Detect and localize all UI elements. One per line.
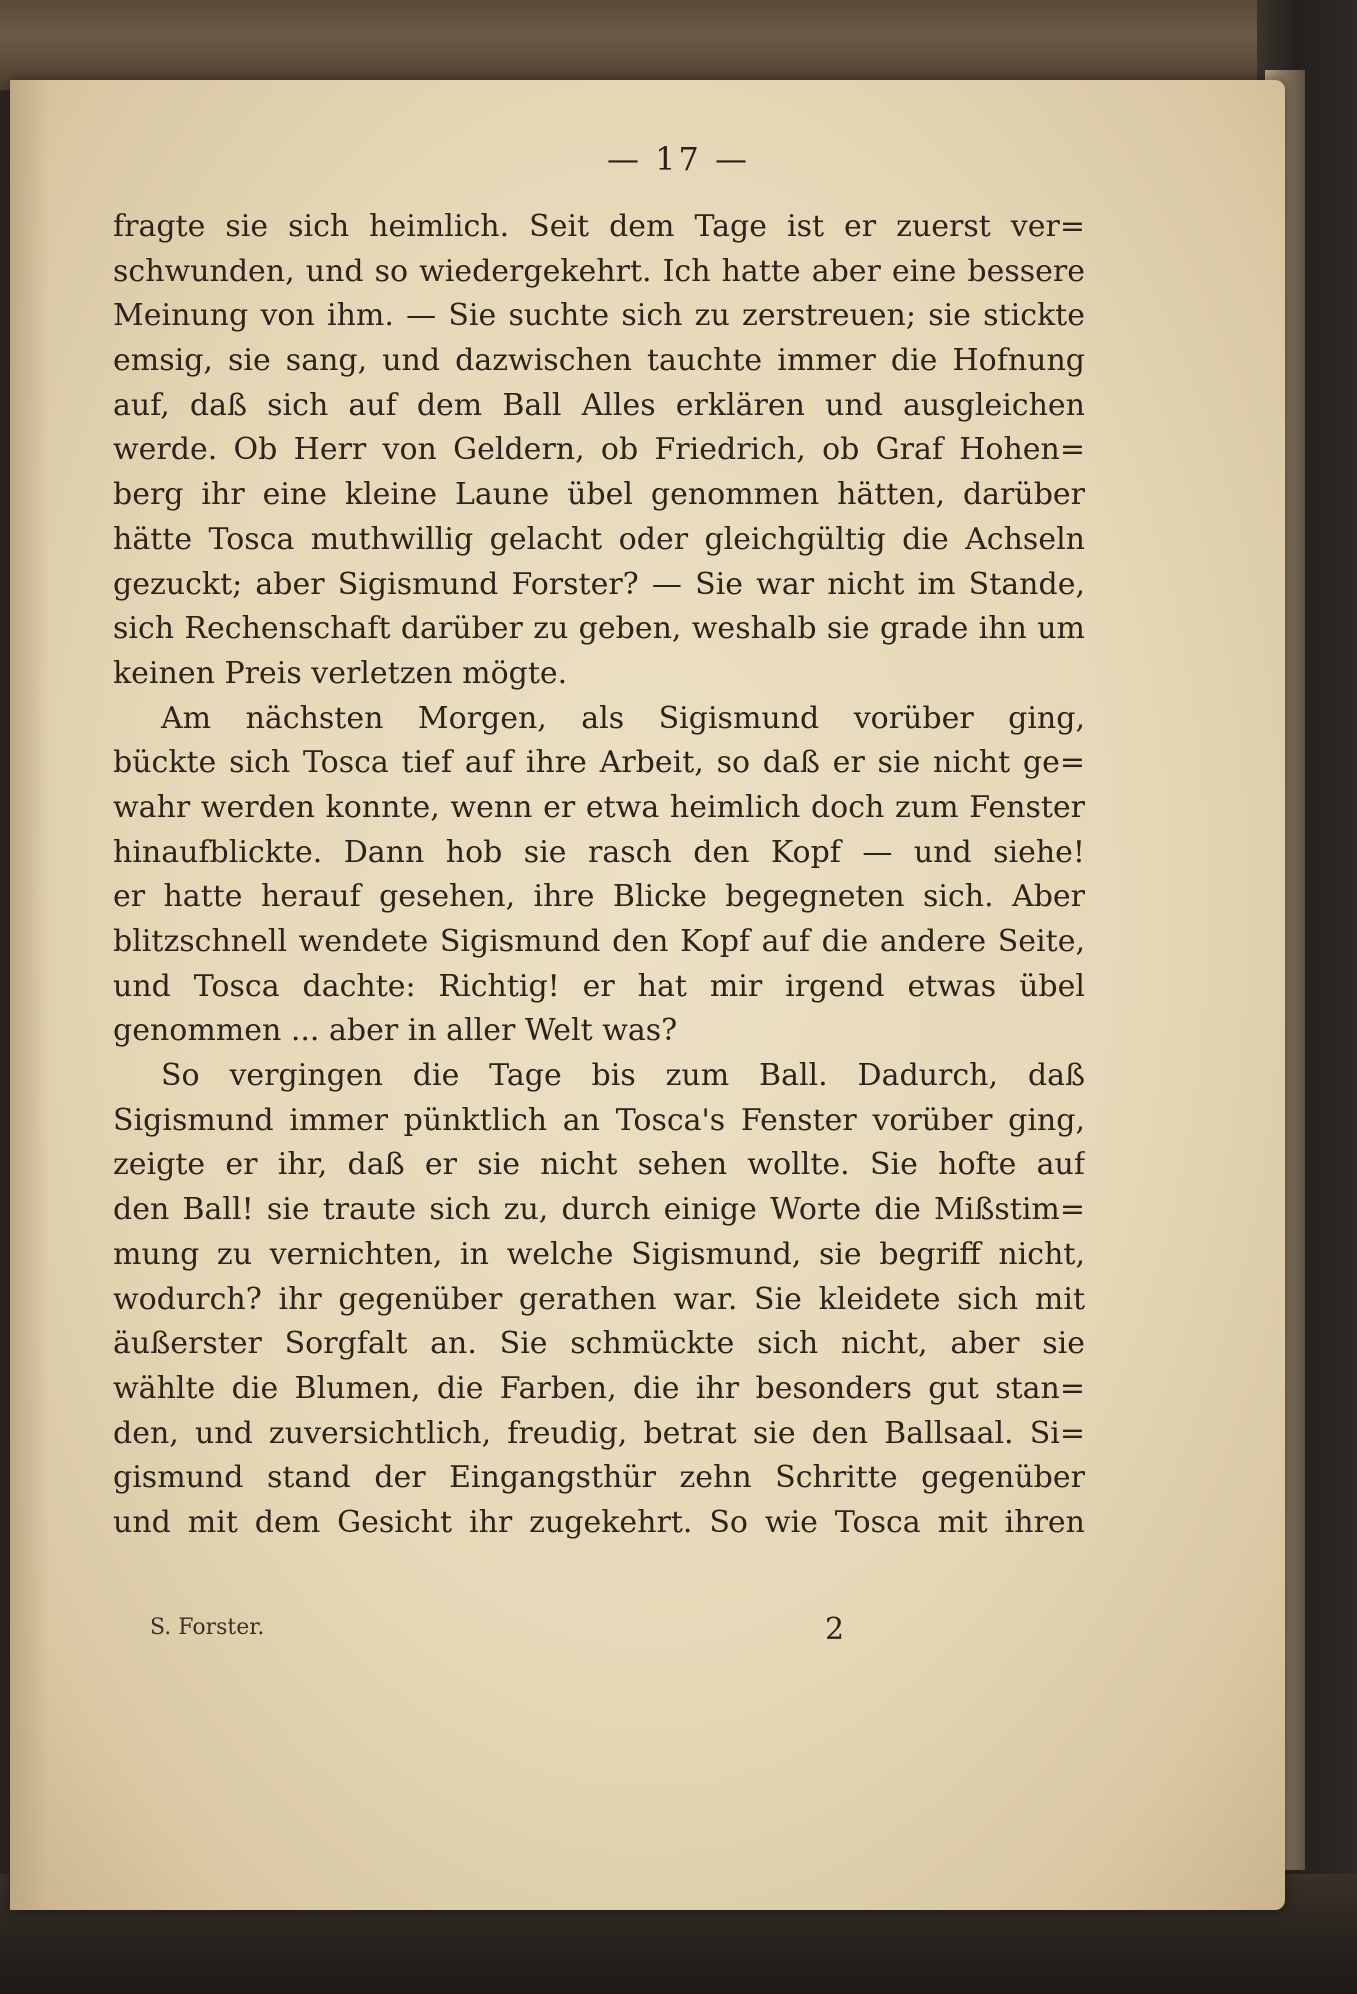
text-line: zeigte er ihr, daß er sie nicht sehen wollte. Sie hofte auf xyxy=(113,1147,1085,1183)
text-line: hinaufblickte. Dann hob sie rasch den Kopf — und siehe! xyxy=(113,834,1085,870)
text-line: werde. Ob Herr von Geldern, ob Friedrich, ob Graf Hohen= xyxy=(113,432,1085,468)
text-line: Sigismund immer pünktlich an Tosca's Fenster vorüber ging, xyxy=(113,1102,1085,1138)
text-line: auf, daß sich auf dem Ball Alles erklären und ausgleichen xyxy=(113,387,1085,423)
text-line: gismund stand der Eingangsthür zehn Schritte gegenüber xyxy=(113,1460,1085,1496)
page-gutter xyxy=(10,80,50,1910)
text-line: schwunden, und so wiedergekehrt. Ich hatte aber eine bessere xyxy=(113,253,1085,289)
text-line: er hatte herauf gesehen, ihre Blicke begegneten sich. Aber xyxy=(113,879,1085,915)
text-line: und Tosca dachte: Richtig! er hat mir irgend etwas übel xyxy=(113,968,1085,1004)
page-number-header: — 17 — xyxy=(606,140,751,178)
text-line: Meinung von ihm. — Sie suchte sich zu zerstreuen; sie stickte xyxy=(113,298,1085,334)
text-line: und mit dem Gesicht ihr zugekehrt. So wie Tosca mit ihren xyxy=(113,1504,1085,1540)
text-line: berg ihr eine kleine Laune übel genommen hätten, darüber xyxy=(113,477,1085,513)
text-line: mung zu vernichten, in welche Sigismund, sie begriff nicht, xyxy=(113,1236,1085,1272)
text-line: So vergingen die Tage bis zum Ball. Dadurch, daß xyxy=(161,1058,1085,1094)
text-line: fragte sie sich heimlich. Seit dem Tage ist er zuerst ver= xyxy=(113,209,1085,244)
book-cover-top xyxy=(0,0,1357,90)
text-line: wahr werden konnte, wenn er etwa heimlich doch zum Fenster xyxy=(113,789,1085,825)
text-line: Am nächsten Morgen, als Sigismund vorüber ging, xyxy=(161,700,1085,736)
body-text xyxy=(113,205,1085,1546)
text-line: sich Rechenschaft darüber zu geben, weshalb sie grade ihn um xyxy=(113,611,1085,647)
text-line: keinen Preis verletzen mögte. xyxy=(113,655,568,691)
text-line: gezuckt; aber Sigismund Forster? — Sie war nicht im Stande, xyxy=(113,566,1085,602)
text-line: wodurch? ihr gegenüber gerathen war. Sie kleidete sich mit xyxy=(113,1281,1085,1317)
text-line: äußerster Sorgfalt an. Sie schmückte sich nicht, aber sie xyxy=(113,1326,1085,1362)
text-line: bückte sich Tosca tief auf ihre Arbeit, so daß er sie nicht ge= xyxy=(113,745,1085,781)
signature-number: 2 xyxy=(825,1612,845,1647)
text-line: genommen ... aber in aller Welt was? xyxy=(113,1013,678,1049)
text-line: blitzschnell wendete Sigismund den Kopf auf die andere Seite, xyxy=(113,924,1085,959)
text-line: den Ball! sie traute sich zu, durch einige Worte die Mißstim= xyxy=(113,1192,1085,1228)
signature-mark: S. Forster. xyxy=(150,1615,265,1640)
text-line: hätte Tosca muthwillig gelacht oder gleichgültig die Achseln xyxy=(113,521,1085,557)
text-line: den, und zuversichtlich, freudig, betrat sie den Ballsaal. Si= xyxy=(113,1415,1085,1451)
text-line: wählte die Blumen, die Farben, die ihr besonders gut stan= xyxy=(113,1370,1085,1406)
text-line: emsig, sie sang, und dazwischen tauchte immer die Hofnung xyxy=(113,343,1085,379)
